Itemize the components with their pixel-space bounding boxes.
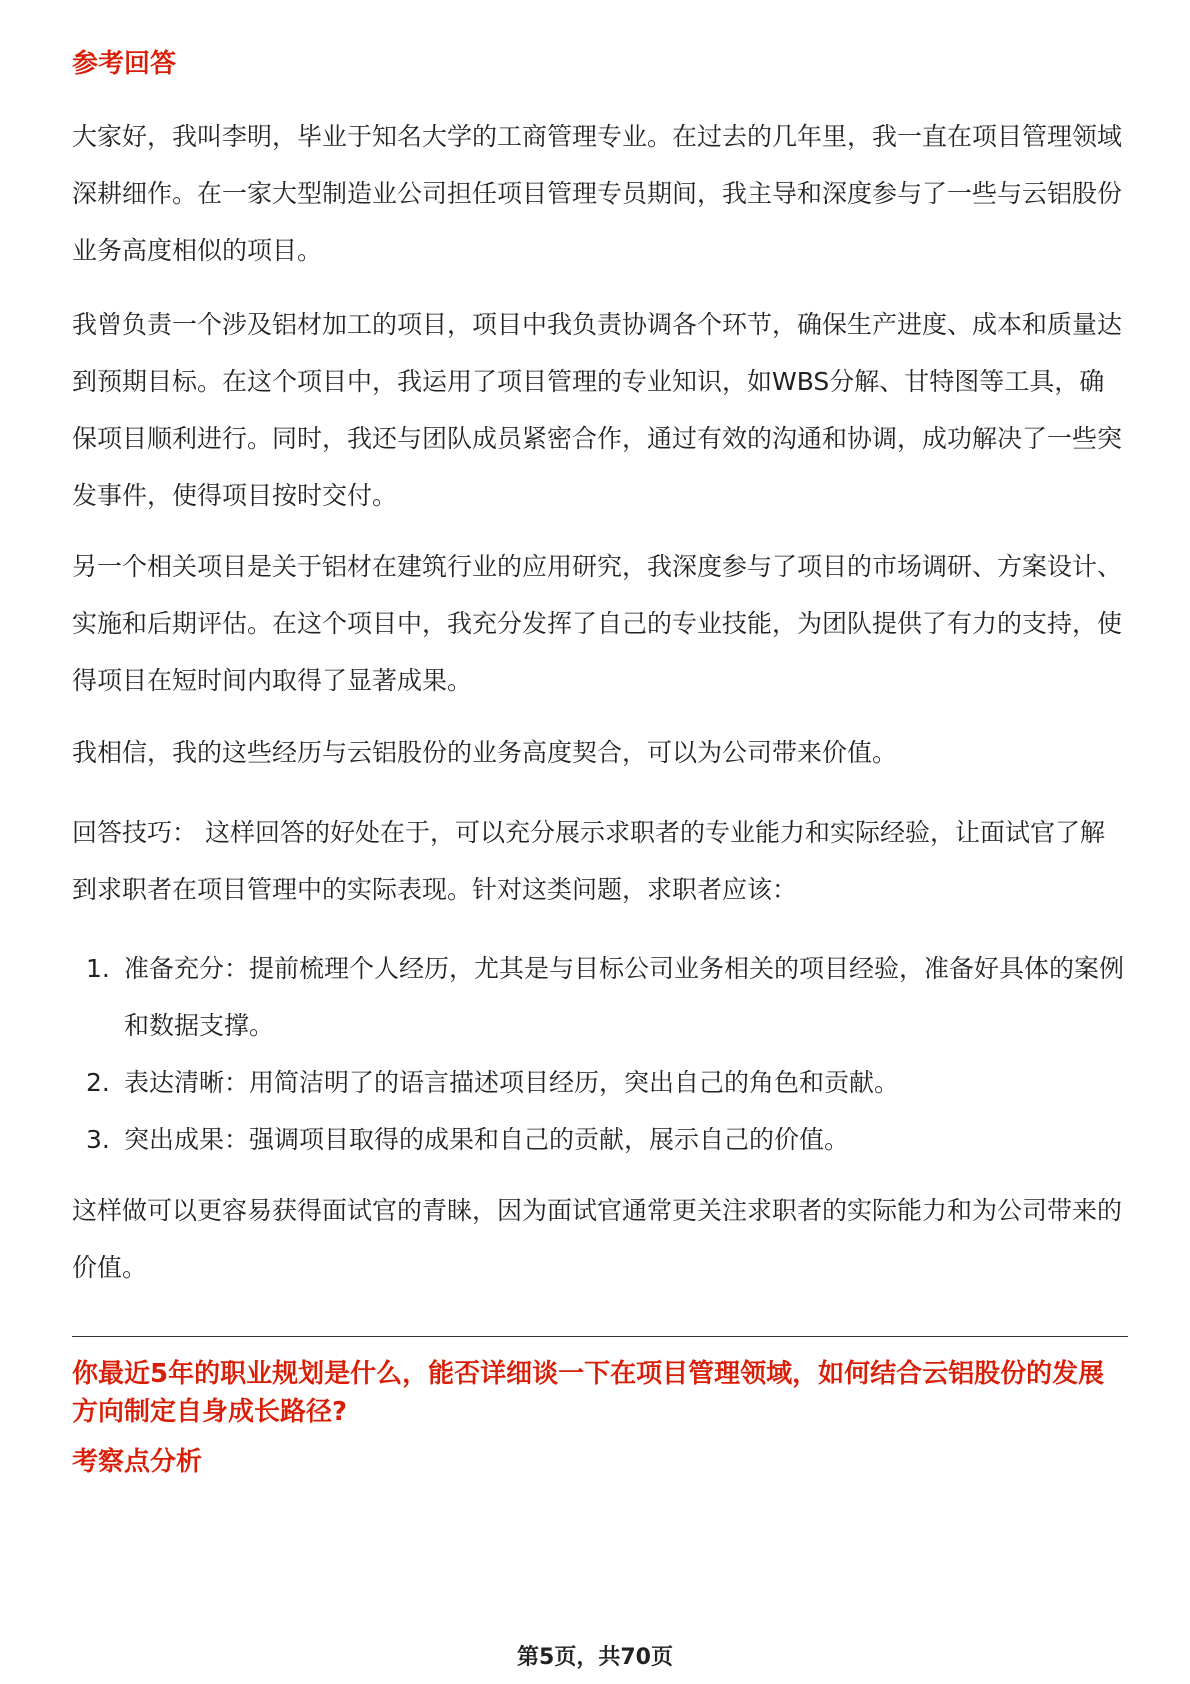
list-item-text: 准备充分：提前梳理个人经历，尤其是与目标公司业务相关的项目经验，准备好具体的案例和数据支撑。 [124,954,1125,1040]
answer-tips-paragraph: 回答技巧： 这样回答的好处在于，可以充分展示求职者的专业能力和实际经验，让面试官了解到求职者在项目管理中的实际表现。针对这类问题，求职者应该： [72,818,1105,904]
answer-paragraph-project-two: 另一个相关项目是关于铝材在建筑行业的应用研究，我深度参与了项目的市场调研、方案设计、实施和后期评估。在这个项目中，我充分发挥了自己的专业技能，为团队提供了有力的支持，使得项目在短时间内取得了显著成果。 [72,552,1123,695]
list-item-number: 2. [86,1068,110,1097]
reference-answer-heading: 参考回答 [72,49,177,79]
list-item-text: 表达清晰：用简洁明了的语言描述项目经历，突出自己的角色和贡献。 [124,1068,900,1097]
list-item [72,1111,1128,1168]
tips-list [72,940,1128,1168]
analysis-heading: 考察点分析 [72,1447,203,1477]
answer-paragraph-project-one: 我曾负责一个涉及铝材加工的项目，项目中我负责协调各个环节，确保生产进度、成本和质量达到预期目标。在这个项目中，我运用了项目管理的专业知识，如WBS分解、甘特图等工具，确保项目顺利进行。同时，我还与团队成员紧密合作，通过有效的沟通和协调，成功解决了一些突发事件，使得项目按时交付。 [72,310,1123,510]
list-item-number: 1. [86,954,110,983]
list-item-text: 突出成果：强调项目取得的成果和自己的贡献，展示自己的价值。 [124,1125,850,1154]
answer-paragraph-intro: 大家好，我叫李明，毕业于知名大学的工商管理专业。在过去的几年里，我一直在项目管理领域深耕细作。在一家大型制造业公司担任项目管理专员期间，我主导和深度参与了一些与云铝股份业务高度相似的项目。 [72,122,1123,265]
answer-paragraph-conclusion: 我相信，我的这些经历与云铝股份的业务高度契合，可以为公司带来价值。 [72,738,898,767]
list-item-number: 3. [86,1125,110,1154]
section-divider [72,1336,1128,1337]
next-interview-question: 你最近5年的职业规划是什么，能否详细谈一下在项目管理领域，如何结合云铝股份的发展方向制定自身成长路径? [72,1359,1105,1427]
closing-paragraph: 这样做可以更容易获得面试官的青睐，因为面试官通常更关注求职者的实际能力和为公司带来的价值。 [72,1196,1123,1282]
list-item [72,940,1128,1054]
page-number-footer: 第5页，共70页 [517,1645,673,1670]
list-item [72,1054,1128,1111]
